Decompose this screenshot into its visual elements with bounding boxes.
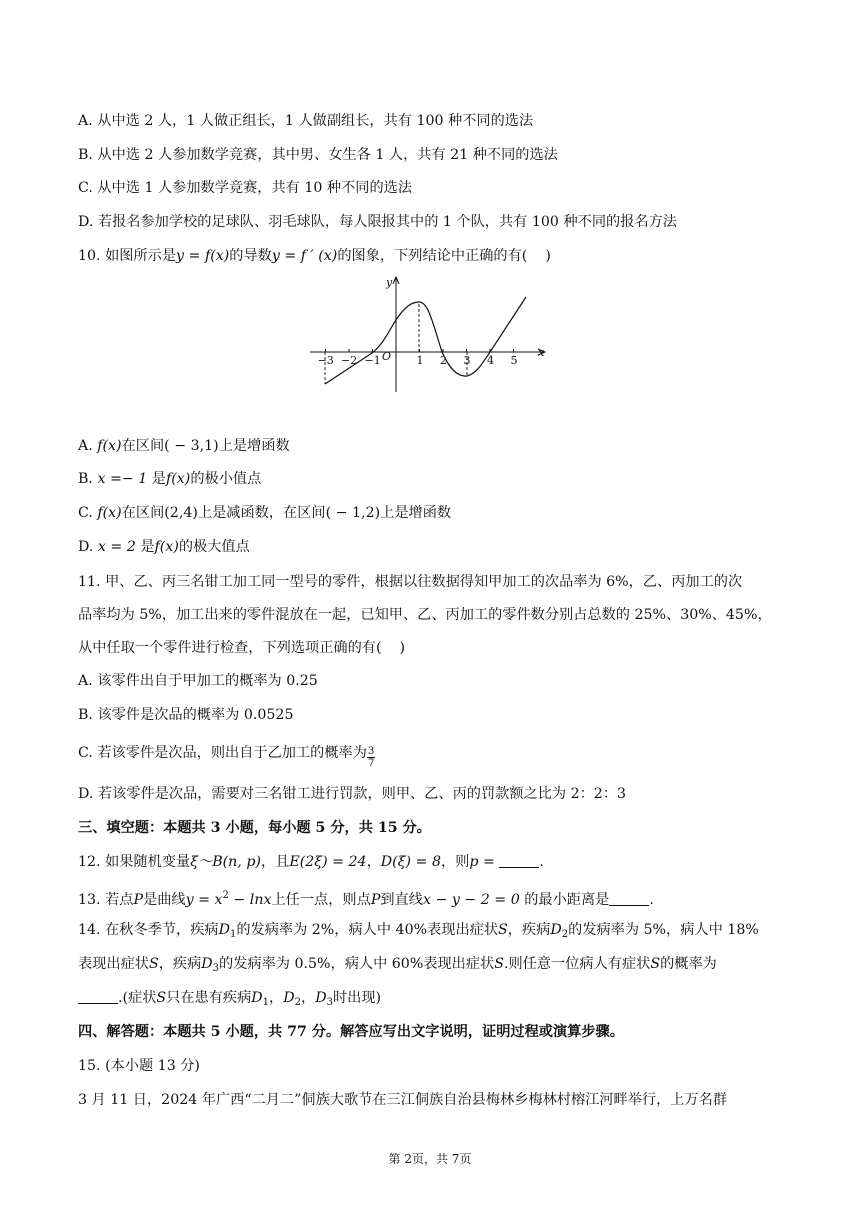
q11-option-a: A. 该零件出自于甲加工的概率为 0.25 [78,673,318,689]
fraction-3-7: $\frac{3}{7}$ [367,746,375,769]
q14-line2: 表现出症状S，疾病$D_3$的发病率为 0.5%，病人中 60%表现出症状S.则任意一位病人有症状S的概率为 [78,956,717,974]
section-3-heading: 三、填空题：本题共 3 小题，每小题 5 分，共 15 分。 [78,820,431,836]
x-tick-label: −3 [317,354,334,367]
q11-option-c: C. 若该零件是次品，则出自于乙加工的概率为 $\frac{3}{7}$ [78,745,375,769]
q10-option-a: A. f(x)在区间( − 3,1)上是增函数 [78,438,290,454]
x-tick-label: −1 [364,354,381,367]
answer-blank [78,989,118,1004]
derivative-graph [306,272,556,400]
derivative-curve [325,297,526,384]
q12: 12. 如果随机变量ξ～B(n, p)，且E(2ξ) = 24，D(ξ) = 8，则p = . [78,854,544,870]
x-tick-label: −2 [341,354,358,367]
q14-line1: 14. 在秋冬季节，疾病$D_1$的发病率为 2%，病人中 40%表现出症状S，疾病$D_2$的发病率为 5%，病人中 18% [78,922,759,940]
x-tick-label: 3 [463,354,471,367]
q11-stem-line1: 11. 甲、乙、丙三名钳工加工同一型号的零件，根据以往数据得知甲加工的次品率为 6%，乙、丙加工的次 [78,574,743,590]
q10-stem: 10. 如图所示是y = f(x)的导数y = f ′ (x)的图象，下列结论中正确的有( ) [78,248,551,264]
q11-option-d: D. 若该零件是次品，需要对三名钳工进行罚款，则甲、乙、丙的罚款额之比为 2：2：3 [78,786,627,802]
x-tick-label: 1 [416,354,424,367]
q9-option-c: C. 从中选 1 人参加数学竞赛，共有 10 种不同的选法 [78,180,413,196]
q9-option-d: D. 若报名参加学校的足球队、羽毛球队，每人限报其中的 1 个队，共有 100 种不同的报名方法 [78,214,677,230]
q13: 13. 若点P是曲线$y = x^2 - \ln x$上任一点，则点P到直线x − y − 2 = 0 的最小距离是 . [78,890,654,908]
x-tick-label: 5 [510,354,518,367]
y-axis-label: y [386,276,393,289]
answer-blank [499,853,539,868]
q15-line1: 3 月 11 日，2024 年广西“二月二”侗族大歌节在三江侗族自治县梅林乡梅林村榕江河畔举行，上万名群 [78,1092,728,1108]
q10-option-b: B. x =− 1 是f(x)的极小值点 [78,471,262,487]
q14-line3: .(症状S只在患有疾病$D_1$，$D_2$，$D_3$时出现) [78,987,820,1014]
q9-option-b: B. 从中选 2 人参加数学竞赛，其中男、女生各 1 人，共有 21 种不同的选法 [78,147,558,163]
q10-option-c: C. f(x)在区间(2,4)上是减函数，在区间( − 1,2)上是增函数 [78,505,452,521]
q11-stem-line2: 品率均为 5%，加工出来的零件混放在一起，已知甲、乙、丙加工的零件数分别占总数的 25%、30%、45%， [78,607,772,623]
page-footer: 第 2页，共 7页 [388,1152,472,1166]
x-tick-label: 4 [487,354,494,367]
q10-option-d: D. x = 2 是f(x)的极大值点 [78,539,250,555]
q11-stem-line3: 从中任取一个零件进行检查，下列选项正确的有( ) [78,640,406,656]
answer-blank [609,891,649,906]
section-4-heading: 四、解答题：本题共 5 小题，共 77 分。解答应写出文字说明，证明过程或演算步骤。 [78,1024,624,1040]
x-axis-label: x [538,346,545,359]
origin-label: O [382,350,392,363]
q11-option-b: B. 该零件是次品的概率为 0.0525 [78,707,294,723]
q9-option-a: A. 从中选 2 人，1 人做正组长，1 人做副组长，共有 100 种不同的选法 [78,113,534,129]
x-tick-label: 2 [440,354,447,367]
q15-heading: 15. (本小题 13 分) [78,1058,200,1074]
